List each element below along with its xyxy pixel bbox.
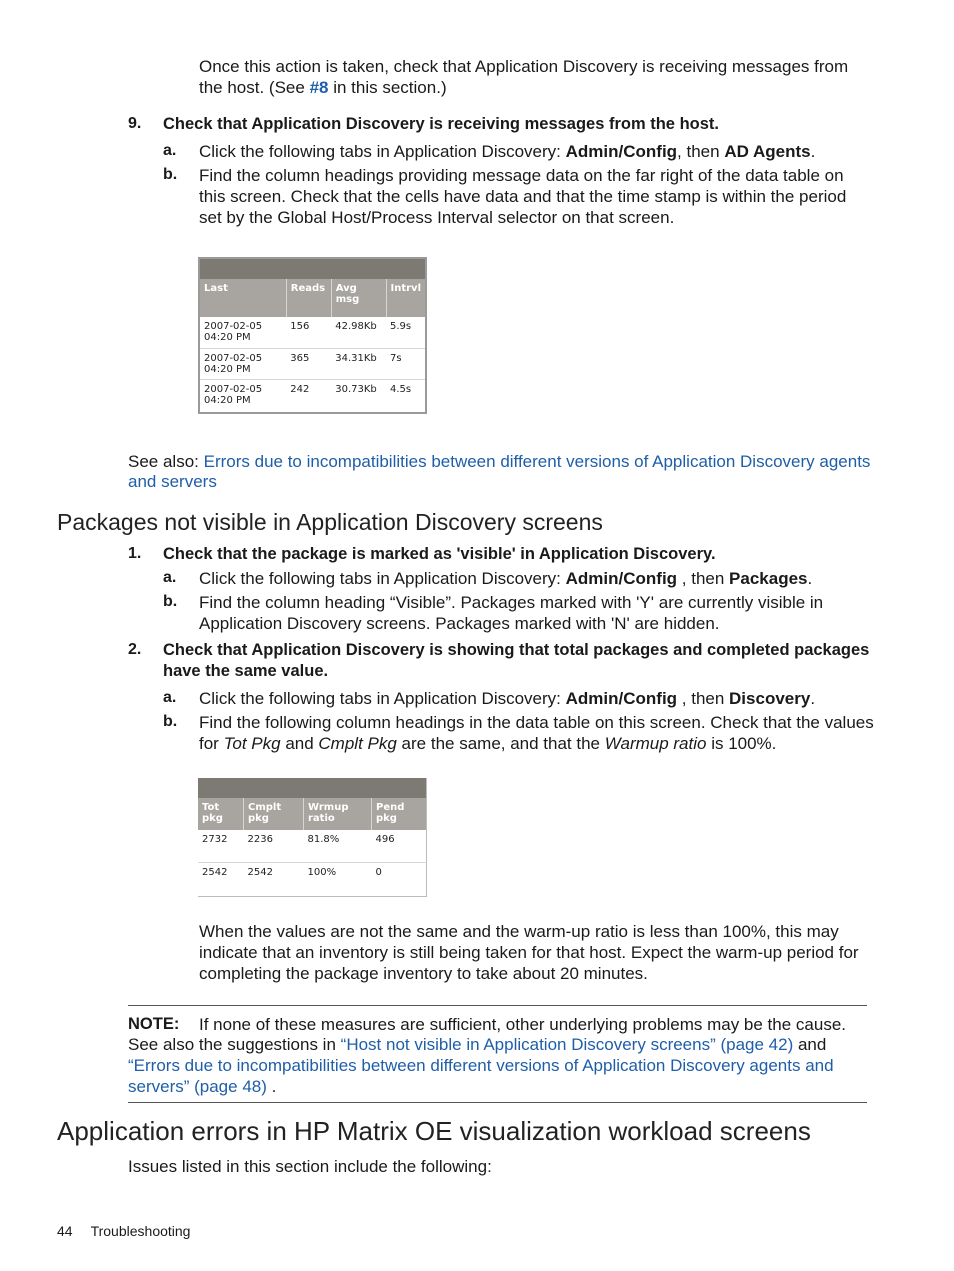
column-header-wrmup-ratio (304, 798, 372, 830)
intro-text: the host. (See (199, 78, 310, 97)
note-top-rule (128, 1005, 867, 1006)
step-1a-label: a. (163, 569, 177, 586)
errors-incompatibilities-note-link-cont[interactable]: servers” (page 48) (128, 1077, 267, 1096)
text: and (280, 734, 319, 753)
cell-avg-msg: 34.31Kb (331, 348, 386, 379)
note-label: NOTE: (128, 1015, 180, 1033)
table-row (200, 317, 425, 348)
step-9b-label: b. (163, 166, 178, 183)
cell-text: 2007-02-05 (204, 352, 263, 364)
intro-line-2 (199, 77, 447, 98)
step-9b-line-1: Find the column headings providing message data on the far right of the data table on (199, 166, 844, 185)
page-number: 44 (57, 1223, 73, 1239)
admin-config-tab-name: Admin/Config (565, 142, 678, 161)
column-header-last (200, 279, 286, 317)
header-text: Tot (202, 802, 220, 813)
header-text: Avg (335, 283, 357, 294)
text: for (199, 734, 224, 753)
discovery-tab-name: Discovery (729, 689, 811, 708)
step-2b-label: b. (163, 713, 178, 730)
note-line-4 (128, 1076, 276, 1097)
cell-pend-pkg: 496 (372, 830, 427, 862)
header-text: Last (204, 283, 228, 294)
step-9a-label: a. (163, 142, 177, 159)
step-1-title: Check that the package is marked as 'visible' in Application Discovery. (163, 545, 716, 563)
cell-text: 04:20 PM (204, 332, 251, 343)
cell-tot-pkg: 2732 (198, 830, 244, 862)
warmup-line-1: When the values are not the same and the warm-up ratio is less than 100%, this may (199, 922, 839, 941)
column-header-intrvl (386, 279, 425, 317)
note-line-1: If none of these measures are sufficient, other underlying problems may be the cause. (199, 1015, 846, 1034)
step-2b-line-2 (199, 733, 776, 754)
note-line-2 (128, 1034, 826, 1055)
column-header-reads (286, 279, 331, 317)
warmup-line-2: indicate that an inventory is still being taken for that host. Expect the warm-up period for (199, 943, 859, 962)
step-1a-text (199, 568, 812, 589)
text: is 100%. (706, 734, 777, 753)
cell-wrmup-ratio: 100% (307, 866, 337, 878)
errors-incompatibilities-link[interactable]: Errors due to incompatibilities between different versions of Application Discovery agents (203, 452, 871, 471)
errors-incompatibilities-note-link[interactable]: “Errors due to incompatibilities between different versions of Application Discovery agents and (128, 1056, 834, 1075)
step-1b-line-1: Find the column heading “Visible”. Packages marked with 'Y' are currently visible in (199, 593, 824, 612)
text: , then (677, 142, 725, 161)
cell-reads: 242 (290, 383, 310, 395)
step-9b-line-3: set by the Global Host/Process Interval selector on that screen. (199, 208, 675, 227)
column-header-pend-pkg (372, 798, 427, 830)
cell-reads: 156 (286, 317, 331, 348)
table-row (200, 348, 425, 379)
step-8-link[interactable]: #8 (309, 78, 329, 97)
header-text: pkg (248, 813, 269, 824)
discovery-table-screenshot (198, 778, 427, 897)
step-2-title-line-2: have the same value. (163, 662, 329, 680)
table-row (198, 862, 426, 894)
step-2a-label: a. (163, 689, 177, 706)
table-row (200, 379, 425, 410)
cell-cmplt-pkg: 2236 (244, 830, 304, 862)
warmup-line-3: completing the package inventory to take about 20 minutes. (199, 964, 648, 983)
header-text: Wrmup (308, 802, 349, 813)
step-2b-line-1: Find the following column headings in the data table on this screen. Check that the values (199, 713, 874, 732)
step-1b-label: b. (163, 593, 178, 610)
cell-avg-msg: 42.98Kb (331, 317, 386, 348)
cell-text: 2007-02-05 (204, 321, 263, 332)
packages-tab-name: Packages (729, 569, 808, 588)
cell-text: 04:20 PM (204, 363, 251, 375)
step-2-title-line-1: Check that Application Discovery is showing that total packages and completed packages (163, 641, 870, 659)
ad-agents-table (200, 279, 425, 410)
cmplt-pkg-term: Cmplt Pkg (318, 734, 397, 753)
text: Click the following tabs in Application Discovery: (199, 142, 566, 161)
section-intro: Issues listed in this section include the following: (128, 1157, 492, 1176)
intro-line-1: Once this action is taken, check that Application Discovery is receiving messages from (199, 57, 849, 76)
admin-config-tab-name: Admin/Config (565, 689, 678, 708)
ad-agents-table-screenshot (198, 257, 427, 414)
footer-section: Troubleshooting (90, 1223, 191, 1239)
text: . (807, 569, 813, 588)
column-header-tot-pkg (198, 798, 244, 830)
text: , then (677, 569, 730, 588)
column-header-avg-msg (331, 279, 386, 317)
step-9-title: Check that Application Discovery is receiving messages from the host. (163, 115, 719, 133)
see-also-prefix: See also: (128, 452, 204, 471)
table-title-bar (198, 778, 426, 798)
text: . (810, 142, 816, 161)
footer (57, 1223, 190, 1239)
see-also-line-1 (128, 451, 870, 472)
cell-avg-msg: 30.73Kb (335, 383, 377, 395)
cell-intrvl: 5.9s (386, 317, 425, 348)
errors-incompatibilities-link-cont[interactable]: and servers (128, 472, 217, 491)
warmup-ratio-term: Warmup ratio (604, 734, 707, 753)
step-9-number: 9. (128, 115, 142, 132)
header-text: ratio (308, 813, 335, 824)
cell-cmplt-pkg: 2542 (247, 866, 273, 878)
text: are the same, and that the (396, 734, 605, 753)
cell-tot-pkg: 2542 (202, 866, 228, 878)
cell-intrvl: 7s (386, 348, 425, 379)
step-9b-line-2: this screen. Check that the cells have data and that the time stamp is within the period (199, 187, 847, 206)
header-text: pkg (376, 813, 397, 824)
note-bottom-rule (128, 1102, 867, 1103)
intro-text-end: in this section.) (328, 78, 447, 97)
text: Click the following tabs in Application Discovery: (199, 689, 566, 708)
step-2-number: 2. (128, 641, 142, 658)
step-2a-text (199, 688, 815, 709)
discovery-table (198, 798, 426, 894)
text: Click the following tabs in Application Discovery: (199, 569, 566, 588)
cell-last (200, 348, 286, 379)
header-text: Cmplt (248, 802, 282, 813)
column-header-cmplt-pkg (244, 798, 304, 830)
section-heading-application-errors: Application errors in HP Matrix OE visualization workload screens (57, 1116, 811, 1146)
text: See also the suggestions in (128, 1035, 341, 1054)
admin-config-tab-name: Admin/Config (565, 569, 678, 588)
text: , then (677, 689, 730, 708)
section-heading-packages: Packages not visible in Application Discovery screens (57, 509, 603, 535)
host-not-visible-link[interactable]: “Host not visible in Application Discovery screens” (page 42) (340, 1035, 794, 1054)
cell-wrmup-ratio: 81.8% (304, 830, 372, 862)
cell-intrvl: 4.5s (390, 383, 412, 395)
text: . (810, 689, 816, 708)
step-1b-line-2: Application Discovery screens. Packages marked with 'N' are hidden. (199, 614, 720, 633)
cell-text: 2007-02-05 (204, 383, 263, 395)
tot-pkg-term: Tot Pkg (223, 734, 281, 753)
cell-text: 04:20 PM (204, 394, 251, 406)
cell-reads: 365 (286, 348, 331, 379)
cell-pend-pkg: 0 (375, 866, 382, 878)
header-text: Intrvl (390, 283, 421, 294)
step-9a-text (199, 141, 815, 162)
table-row (198, 830, 426, 862)
table-title-bar (200, 259, 425, 279)
text: and (793, 1035, 827, 1054)
header-text: pkg (202, 813, 223, 824)
header-text: msg (335, 294, 360, 305)
ad-agents-tab-name: AD Agents (724, 142, 811, 161)
header-text: Pend (376, 802, 405, 813)
text: . (266, 1077, 277, 1096)
header-text: Reads (290, 283, 326, 294)
cell-last (200, 379, 286, 410)
cell-last (200, 317, 286, 348)
step-1-number: 1. (128, 545, 142, 562)
